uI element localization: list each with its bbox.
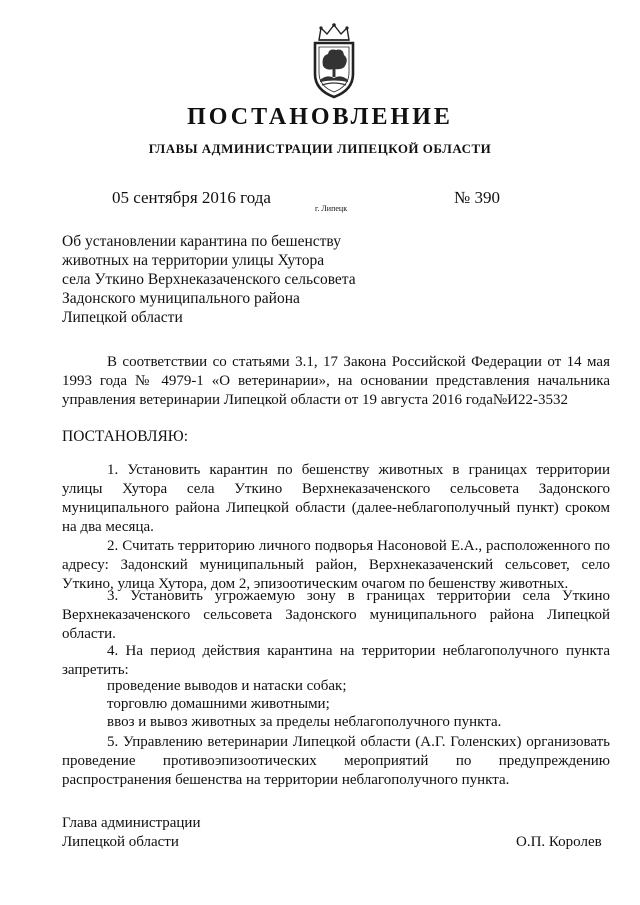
point-3: 3. Установить угрожаемую зону в границах территории села Уткино Верхнеказаченского сельсовета Задонского муниципального района Липецкой области. xyxy=(62,588,610,642)
signer-position-line1: Глава администрации xyxy=(62,815,201,831)
point-4: 4. На период действия карантина на территории неблагополучного пункта запретить: xyxy=(62,643,610,678)
document-subject xyxy=(62,232,382,327)
prohibition-item: торговлю домашними животными; xyxy=(107,696,330,712)
prohibition-item: ввоз и вывоз животных за пределы неблагополучного пункта. xyxy=(107,714,502,730)
point-5: 5. Управлению ветеринарии Липецкой области (А.Г. Голенских) организовать проведение противоэпизоотических мероприятий по предупреждению распространения бешенства на территории неблагополучного пункта. xyxy=(62,734,610,788)
signer-name: О.П. Королев xyxy=(516,834,602,850)
document-title: ПОСТАНОВЛЕНИЕ xyxy=(187,104,453,130)
preamble-paragraph: В соответствии со статьями 3.1, 17 Закона Российской Федерации от 14 мая 1993 года № 4979-1 «О ветеринарии», на основании представления начальника управления ветеринарии Липецкой области от 19 августа 2016 года№И22-3532 xyxy=(62,354,610,408)
decree-word: ПОСТАНОВЛЯЮ: xyxy=(62,428,189,445)
subject-line: села Уткино Верхнеказаченского сельсовета xyxy=(62,271,356,288)
document-date: 05 сентября 2016 года xyxy=(112,188,271,207)
subject-line: Задонского муниципального района xyxy=(62,290,300,307)
subject-line: Об установлении карантина по бешенству xyxy=(62,233,341,250)
signer-position-line2: Липецкой области xyxy=(62,834,179,850)
prohibition-item: проведение выводов и натаски собак; xyxy=(107,678,347,694)
document-number: № 390 xyxy=(454,188,500,207)
subject-line: животных на территории улицы Хутора xyxy=(62,252,325,269)
document-city: г. Липецк xyxy=(315,204,348,213)
document-subtitle: ГЛАВЫ АДМИНИСТРАЦИИ ЛИПЕЦКОЙ ОБЛАСТИ xyxy=(148,141,492,156)
lipetsk-coat-of-arms-icon xyxy=(307,22,361,100)
point-1: 1. Установить карантин по бешенству животных в границах территории улицы Хутора села Уткино Верхнеказаченского сельсовета Задонского муниципального района Липецкой области (далее-неблагополучный пункт) сроком на два месяца. xyxy=(62,462,610,535)
subject-line: Липецкой области xyxy=(62,309,183,326)
point-2: 2. Считать территорию личного подворья Насоновой Е.А., расположенного по адресу: Задонский муниципальный район, Верхнеказаченский сельсовет, село Уткино, улица Хутора, дом 2, эпизоотическим очагом по бешенству животных. xyxy=(62,538,610,592)
